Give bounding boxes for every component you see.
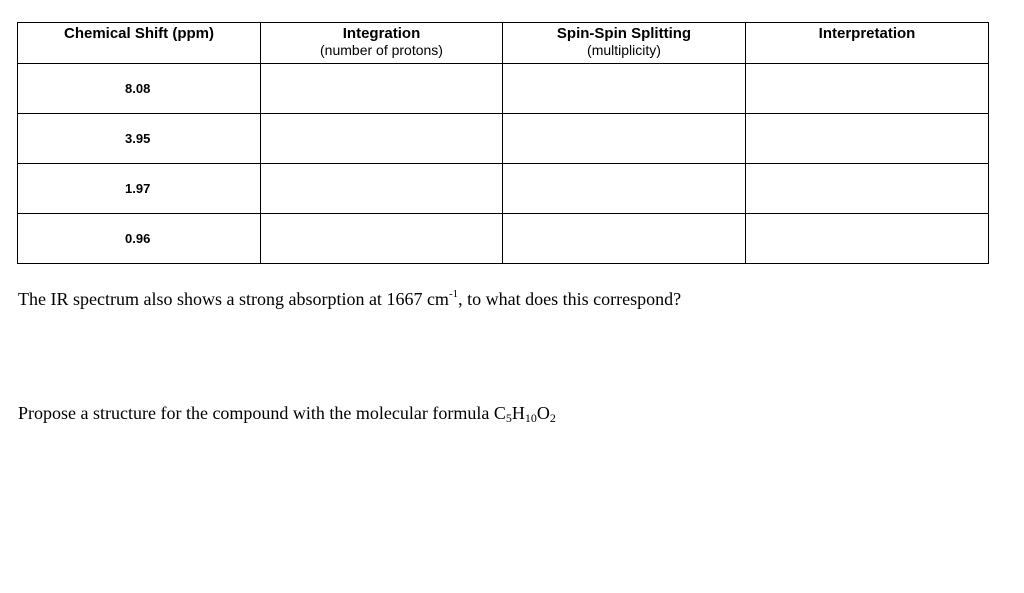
nmr-data-table: [17, 22, 989, 264]
header-integration-label: Integration: [342, 25, 421, 42]
header-chemical-shift: [18, 23, 261, 64]
ir-question-text: The IR spectrum also shows a strong absorption at 1667 cm: [18, 289, 449, 309]
header-chemical-shift-label: Chemical Shift (ppm): [63, 25, 214, 42]
structure-question-text: Propose a structure for the compound with the molecular formula C: [18, 403, 506, 423]
header-interpretation: [746, 23, 989, 64]
structure-question: [18, 402, 556, 424]
integration-cell[interactable]: [261, 164, 503, 214]
interpretation-cell[interactable]: [746, 64, 989, 114]
table-row: [18, 114, 989, 164]
interpretation-cell[interactable]: [746, 164, 989, 214]
header-splitting-label: Spin-Spin Splitting: [556, 25, 692, 42]
chemical-shift-cell: 0.96: [18, 214, 261, 264]
table-header-row: [18, 23, 989, 64]
formula-element: O: [536, 403, 550, 423]
splitting-cell[interactable]: [503, 164, 746, 214]
header-splitting: [503, 23, 746, 64]
ir-question-text-end: , to what does this correspond?: [458, 289, 682, 309]
table-row: [18, 214, 989, 264]
table-row: [18, 64, 989, 114]
chemical-shift-cell: 8.08: [18, 64, 261, 114]
header-integration: [261, 23, 503, 64]
header-interpretation-label: Interpretation: [818, 25, 916, 42]
table-row: [18, 164, 989, 214]
header-splitting-sublabel: (multiplicity): [587, 42, 661, 58]
splitting-cell[interactable]: [503, 214, 746, 264]
interpretation-cell[interactable]: [746, 214, 989, 264]
integration-cell[interactable]: [261, 214, 503, 264]
interpretation-cell[interactable]: [746, 114, 989, 164]
ir-question: [18, 288, 681, 310]
splitting-cell[interactable]: [503, 64, 746, 114]
chemical-shift-cell: 1.97: [18, 164, 261, 214]
ir-wavenumber-exponent: -1: [448, 288, 459, 300]
integration-cell[interactable]: [261, 64, 503, 114]
formula-subscript: 5: [505, 411, 512, 425]
integration-cell[interactable]: [261, 114, 503, 164]
formula-element: H: [511, 403, 525, 423]
chemical-shift-cell: 3.95: [18, 114, 261, 164]
formula-subscript: 2: [549, 411, 556, 425]
splitting-cell[interactable]: [503, 114, 746, 164]
formula-subscript: 10: [524, 411, 537, 425]
header-integration-sublabel: (number of protons): [320, 42, 443, 58]
